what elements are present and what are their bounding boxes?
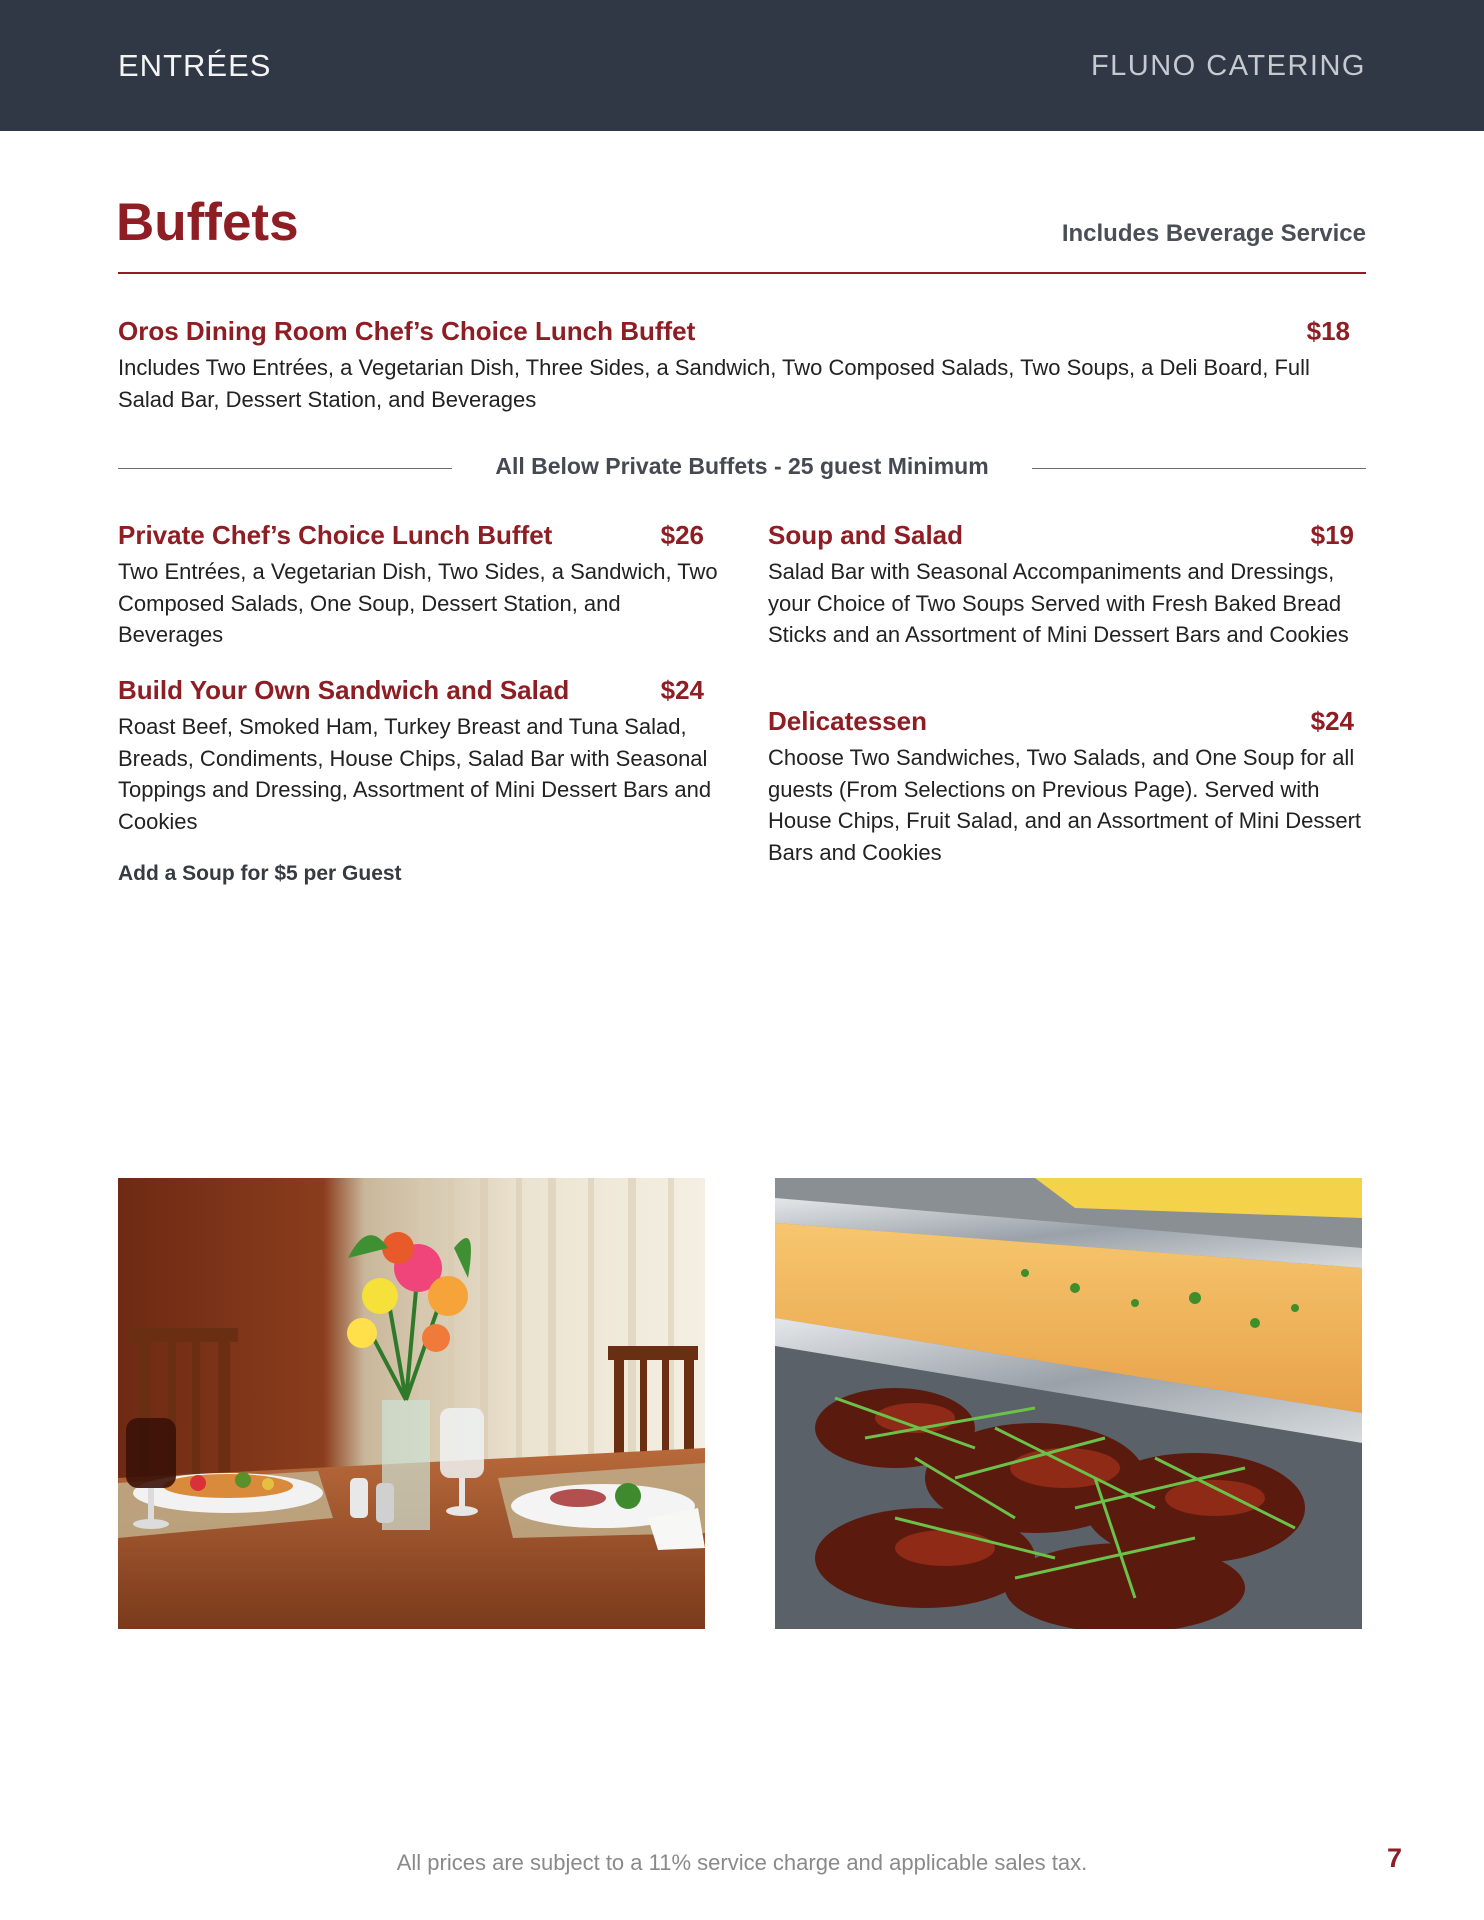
footer-service-charge-note: All prices are subject to a 11% service charge and applicable sales tax.: [396, 1850, 1088, 1875]
soup-addon-note: Add a Soup for $5 per Guest: [118, 862, 402, 885]
delicatessen-price: $24: [1310, 706, 1354, 736]
delicatessen-description: Choose Two Sandwiches, Two Salads, and One Soup for all guests (From Selections on Previous Page). Served with House Chips, Fruit Salad, and an Assortment of Mini Dessert Bars and Cookies: [768, 745, 1362, 865]
buffet-trays-photo: [775, 1178, 1362, 1629]
section-note: Includes Beverage Service: [1061, 220, 1366, 247]
buffet-trays-illustration: [775, 1178, 1362, 1629]
soup-salad-description: Salad Bar with Seasonal Accompaniments and Dressings, your Choice of Two Soups Served with Fresh Baked Bread Sticks and an Assortment of Mini Dessert Bars and Cookies: [768, 559, 1349, 647]
divider-line-right: [1032, 468, 1366, 469]
dining-table-illustration: [118, 1178, 705, 1629]
section-title: Buffets: [116, 193, 299, 252]
section-divider: [118, 272, 1366, 274]
oros-buffet-title: Oros Dining Room Chef’s Choice Lunch Buffet: [118, 316, 696, 346]
delicatessen-title: Delicatessen: [768, 706, 927, 736]
oros-buffet-description: Includes Two Entrées, a Vegetarian Dish, Three Sides, a Sandwich, Two Composed Salads, Two Soups, a Deli Board, Full Salad Bar, Dessert Station, and Beverages: [118, 355, 1310, 412]
page-number: 7: [1386, 1843, 1402, 1873]
header-section-label: ENTRÉES: [118, 48, 272, 83]
build-your-own-description: Roast Beef, Smoked Ham, Turkey Breast and Tuna Salad, Breads, Condiments, House Chips, Salad Bar with Seasonal Toppings and Dressing, Assortment of Mini Dessert Bars and Cookies: [118, 714, 712, 834]
header-brand: FLUNO CATERING: [1090, 50, 1366, 82]
private-buffets-divider-label: All Below Private Buffets - 25 guest Minimum: [495, 453, 989, 479]
header-band: [0, 0, 1484, 131]
build-your-own-price: $24: [660, 675, 704, 705]
build-your-own-title: Build Your Own Sandwich and Salad: [118, 675, 570, 705]
private-chef-buffet-description: Two Entrées, a Vegetarian Dish, Two Sides, a Sandwich, Two Composed Salads, One Soup, Dessert Station, and Beverages: [118, 559, 718, 647]
oros-buffet-price: $18: [1306, 316, 1350, 346]
soup-salad-title: Soup and Salad: [768, 520, 964, 550]
private-chef-buffet-price: $26: [660, 520, 704, 550]
private-chef-buffet-title: Private Chef’s Choice Lunch Buffet: [118, 520, 553, 550]
dining-table-photo: [118, 1178, 705, 1629]
soup-salad-price: $19: [1310, 520, 1354, 550]
